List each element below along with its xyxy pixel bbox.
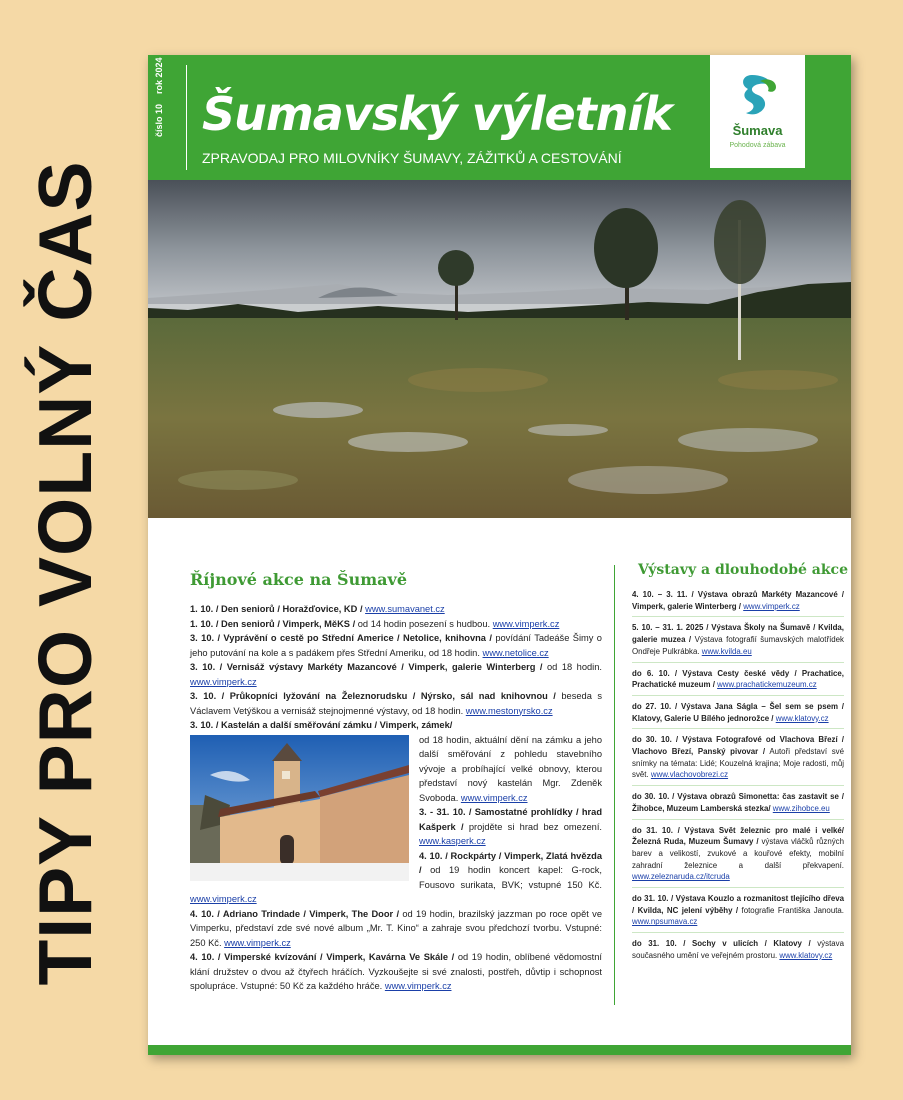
event-link[interactable]: www.vimperk.cz: [384, 981, 452, 991]
event-item: [190, 660, 602, 689]
exhibition-item: [632, 825, 844, 889]
exhibition-item: [632, 893, 844, 933]
event-text: od 14 hodin posezení s hudbou.: [357, 618, 491, 629]
exhibition-link[interactable]: www.klatovy.cz: [779, 950, 833, 960]
event-title: 4. 10. / Adriano Trindade / Vimperk, The Door /: [190, 908, 400, 919]
sumava-logo-icon: [710, 55, 805, 125]
event-text: od 19 hodin, brazilský jazzman po roce opět ve Vimperku, představí zde své nové album „Mr. T. Kino“ a zahraje svou předchozí tvorbu. Vstupné: 250 Kč.: [190, 908, 602, 948]
exhibition-link[interactable]: www.vlachovobrezi.cz: [650, 770, 729, 780]
sumava-logo: [710, 55, 805, 168]
landscape-photo: [148, 180, 851, 518]
logo-tagline: Pohodová zábava: [729, 142, 786, 149]
exhibition-text: výstava vláčků různých barev a velikostí, zvukové a kouřové efekty, mobilní zahradní železnice a další překvapení.: [632, 837, 844, 870]
magazine-title: Šumavský výletník: [202, 87, 672, 141]
exhibition-item: [632, 622, 844, 662]
event-item: [190, 631, 602, 660]
event-text: projděte si hrad bez omezení.: [468, 821, 603, 832]
event-link[interactable]: www.vimperk.cz: [492, 618, 560, 629]
exhibition-title: 5. 10. – 31. 1. 2025 / Výstava Školy na Šumavě / Kvilda, galerie muzea /: [632, 623, 844, 645]
event-text: od 18 hodin, aktuální dění na zámku a jeho další směřování z pohledu stavebního vývoje a probíhající velké obnovy, kterou představí nový kastelán Mgr. Zdeněk Svoboda.: [419, 734, 602, 803]
exhibition-link[interactable]: www.zihobce.eu: [772, 803, 830, 813]
event-text: od 18 hodin.: [547, 662, 602, 672]
event-text: povídání Tadeáše Šimy o jeho putování na kole a s padákem přes Střední Ameriku, od 18 hodin.: [190, 633, 602, 658]
exhibitions-list: [632, 589, 844, 971]
newsletter-page: [148, 55, 851, 1055]
issue-year: rok 2024: [154, 57, 164, 94]
event-item: [190, 617, 602, 632]
exhibition-title: do 6. 10. / Výstava Cesty české vědy / Prachatice, Prachatické muzeum /: [632, 668, 844, 690]
exhibition-item: [632, 701, 844, 729]
header-bar: [148, 55, 851, 180]
exhibition-link[interactable]: www.vimperk.cz: [743, 601, 800, 611]
exhibition-text: Autoři představí své snímky na témata: Lidé; Kouzelná krajina; Moje radosti, můj svět.: [632, 747, 845, 780]
exhibition-text: Výstava fotografií šumavských malotřídek Ondřeje Pulkrábka.: [632, 635, 844, 656]
event-item: [190, 718, 602, 733]
event-link[interactable]: www.vimperk.cz: [224, 937, 291, 948]
event-link[interactable]: www.vimperk.cz: [190, 894, 257, 904]
exhibition-title: do 31. 10. / Výstava Kouzlo a rozmanitost tlejícího dřeva / Kvilda, NC jelení výběhy /: [632, 894, 844, 915]
event-text: od 19 hodin koncert kapel: G-rock, Fousovo surikata, BVK; vstupné 150 Kč.: [419, 865, 602, 890]
exhibition-text: výstava současného umění ve veřejném prostoru.: [632, 939, 844, 960]
event-link[interactable]: www.vimperk.cz: [460, 792, 528, 803]
issue-info: [154, 47, 164, 137]
exhibition-link[interactable]: www.zeleznaruda.cz/itcruda: [632, 872, 730, 882]
exhibitions-heading: Výstavy a dlouhodobé akce: [638, 562, 848, 578]
exhibition-title: do 31. 10. / Výstava Svět železnic pro malé i velké/ Železná Ruda, Muzeum Šumavy /: [632, 825, 844, 847]
magazine-subtitle: ZPRAVODAJ PRO MILOVNÍKY ŠUMAVY, ZÁŽITKŮ A CESTOVÁNÍ: [202, 150, 622, 166]
event-item: [190, 602, 602, 617]
exhibition-text: fotografie Františka Janouta.: [741, 905, 844, 915]
header-divider: [186, 65, 187, 170]
event-title: 3. 10. / Kastelán a další směřování zámku / Vimperk, zámek/: [190, 720, 453, 730]
exhibition-item: [632, 938, 844, 965]
event-link[interactable]: www.vimperk.cz: [190, 676, 257, 687]
exhibition-title: do 30. 10. / Výstava obrazů Simonetta: čas zastavit se / Žihobce, Muzeum Lamberská stezka/: [632, 792, 844, 813]
event-title: 3. 10. / Vernisáž výstavy Markéty Mazancové / Vimperk, galerie Winterberg /: [190, 662, 543, 672]
event-item: [190, 950, 602, 994]
exhibition-item: [632, 668, 844, 696]
event-link[interactable]: www.mestonyrsko.cz: [465, 705, 553, 716]
exhibition-link[interactable]: www.npsumava.cz: [632, 917, 698, 927]
exhibition-title: do 27. 10. / Výstava Jana Ságla – Šel sem se psem / Klatovy, Galerie U Bílého jednorožce /: [632, 701, 844, 723]
column-divider: [614, 565, 615, 1005]
event-link[interactable]: www.kasperk.cz: [419, 836, 486, 846]
issue-number: číslo 10: [154, 103, 164, 137]
castle-photo: [190, 735, 409, 881]
logo-name: Šumava: [732, 123, 783, 138]
event-title: 1. 10. / Den seniorů / Horažďovice, KD /: [190, 604, 363, 614]
exhibition-title: 4. 10. – 3. 11. / Výstava obrazů Markéty Mazancové / Vimperk, galerie Winterberg /: [632, 590, 844, 611]
exhibition-link[interactable]: www.klatovy.cz: [775, 713, 829, 723]
event-title: 3. - 31. 10. / Samostatné prohlídky / hrad Kašperk /: [419, 807, 602, 832]
exhibition-link[interactable]: www.prachatickemuzeum.cz: [717, 680, 817, 690]
october-events-list: [190, 602, 602, 994]
exhibition-title: do 30. 10. / Výstava Fotografové od Vlachova Březí / Vlachovo Březí, Panský pivovar /: [632, 735, 844, 757]
exhibition-item: [632, 734, 844, 786]
footer-bar: [148, 1045, 851, 1055]
exhibition-item: [632, 791, 844, 819]
exhibition-title: do 31. 10. / Sochy v ulicích / Klatovy /: [632, 939, 811, 949]
event-item: [190, 907, 602, 951]
event-title: 4. 10. / Rockpárty / Vimperk, Zlatá hvězda /: [419, 850, 602, 875]
event-text: beseda s Václavem Vetýškou a vernisáž stejnojmenné výstavy, od 18 hodin.: [190, 691, 602, 716]
event-link[interactable]: www.sumavanet.cz: [365, 604, 445, 614]
event-item: [190, 689, 602, 718]
exhibition-link[interactable]: www.kvilda.eu: [701, 646, 752, 656]
event-title: 3. 10. / Průkopníci lyžování na Železnorudsku / Nýrsko, sál nad knihovnou /: [190, 691, 556, 701]
october-events-heading: Říjnové akce na Šumavě: [190, 570, 407, 589]
event-title: 1. 10. / Den seniorů / Vimperk, MěKS /: [190, 618, 356, 629]
event-title: 4. 10. / Vimperské kvízování / Vimperk, Kavárna Ve Skále /: [190, 952, 455, 962]
side-title: TIPY PRO VOLNÝ ČAS: [23, 160, 107, 986]
event-link[interactable]: www.netolice.cz: [482, 647, 549, 658]
event-text: od 19 hodin, oblíbené vědomostní klání družstev o dvou až čtyřech hráčích. Vyzkoušejte si své znalosti, postřeh, důvtip i schopnost spolupráce. Vstupné: 50 Kč za každého hráče.: [190, 952, 603, 991]
event-title: 3. 10. / Vyprávění o cestě po Střední Americe / Netolice, knihovna /: [190, 633, 492, 643]
exhibition-item: [632, 589, 844, 617]
